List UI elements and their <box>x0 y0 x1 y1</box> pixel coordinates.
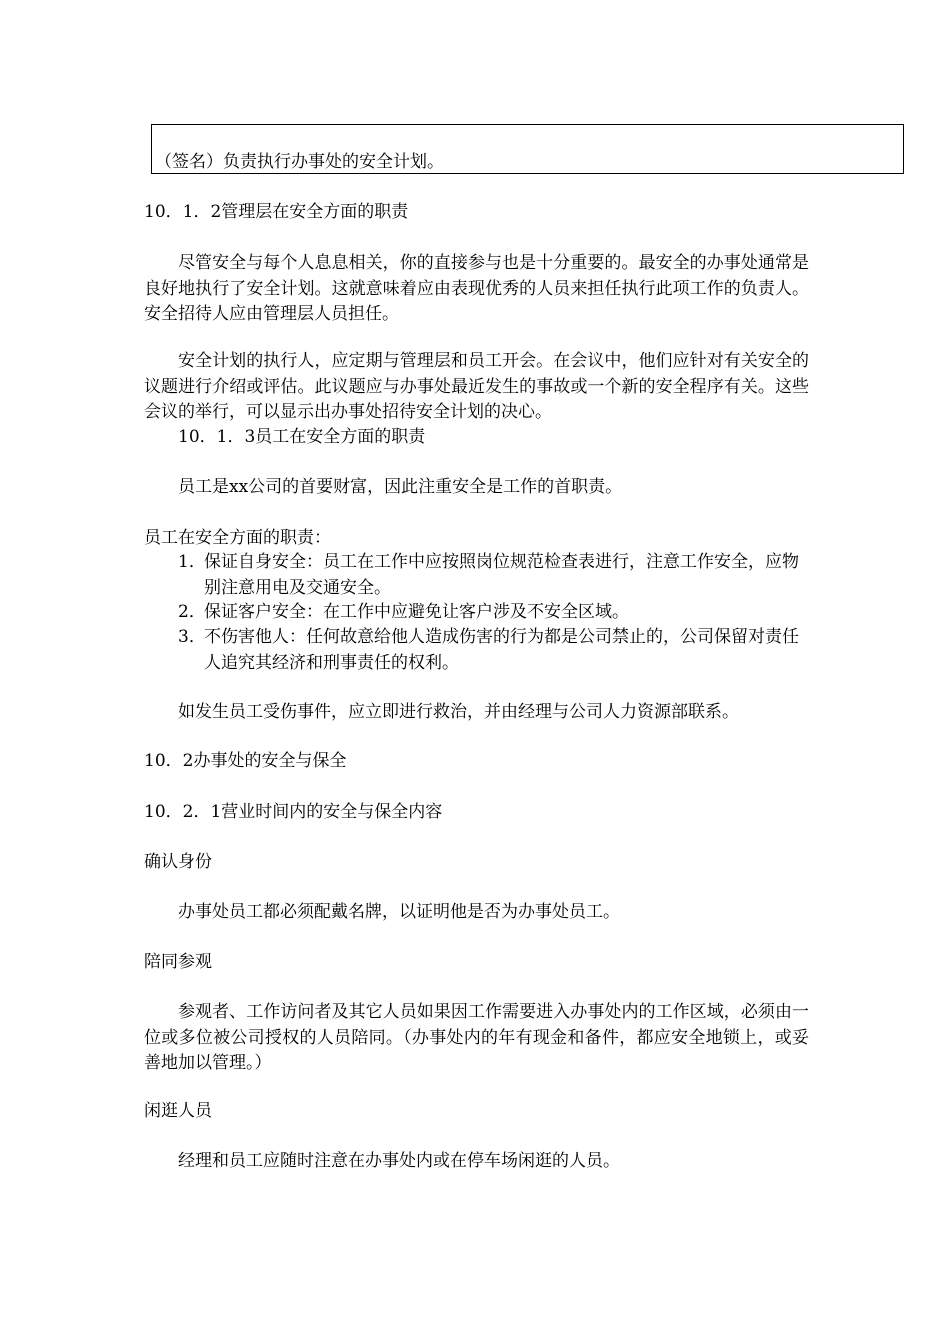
list-item-text: 不伤害他人：任何故意给他人造成伤害的行为都是公司禁止的，公司保留对责任人追究其经济和刑事责任的权利。 <box>204 627 799 673</box>
subheading-loiterers: 闲逛人员 <box>144 1101 212 1121</box>
signature-text: （签名）负责执行办事处的安全计划。 <box>155 152 444 172</box>
list-item <box>178 550 808 601</box>
paragraph-loiterers: 经理和员工应随时注意在办事处内或在停车场闲逛的人员。 <box>178 1151 620 1171</box>
heading-10-2-1: 10．2．1营业时间内的安全与保全内容 <box>144 802 443 822</box>
paragraph-management-1: 尽管安全与每个人息息相关，你的直接参与也是十分重要的。最安全的办事处通常是良好地执行了安全计划。这就意味着应由表现优秀的人员来担任执行此项工作的负责人。安全招待人应由管理层人员担任。 <box>144 253 809 324</box>
paragraph-employee-intro: 员工是xx公司的首要财富，因此注重安全是工作的首职责。 <box>178 477 623 497</box>
paragraph-escort: 参观者、工作访问者及其它人员如果因工作需要进入办事处内的工作区域，必须由一位或多位被公司授权的人员陪同。（办事处内的年有现金和备件，都应安全地锁上，或妥善地加以管理。） <box>144 1002 809 1073</box>
heading-10-2: 10．2办事处的安全与保全 <box>144 751 347 771</box>
list-item-number: 3． <box>178 627 206 647</box>
subheading-identity: 确认身份 <box>144 852 212 872</box>
paragraph-injury: 如发生员工受伤事件，应立即进行救治，并由经理与公司人力资源部联系。 <box>178 702 739 722</box>
heading-10-1-2: 10．1．2管理层在安全方面的职责 <box>144 202 409 222</box>
list-item <box>178 625 808 676</box>
heading-10-1-3: 10．1．3员工在安全方面的职责 <box>178 427 426 447</box>
subheading-escort: 陪同参观 <box>144 952 212 972</box>
list-item-text: 保证客户安全：在工作中应避免让客户涉及不安全区域。 <box>204 602 629 622</box>
list-title: 员工在安全方面的职责： <box>144 528 331 548</box>
list-item-number: 1． <box>178 552 206 572</box>
paragraph-identity: 办事处员工都必须配戴名牌，以证明他是否为办事处员工。 <box>178 902 620 922</box>
list-item-text: 保证自身安全：员工在工作中应按照岗位规范检查表进行，注意工作安全，应物别注意用电及交通安全。 <box>204 552 799 598</box>
list-item-number: 2． <box>178 602 206 622</box>
list-item <box>178 600 808 626</box>
paragraph-management-2: 安全计划的执行人，应定期与管理层和员工开会。在会议中，他们应针对有关安全的议题进行介绍或评估。此议题应与办事处最近发生的事故或一个新的安全程序有关。这些会议的举行，可以显示出办事处招待安全计划的决心。 <box>144 351 809 422</box>
